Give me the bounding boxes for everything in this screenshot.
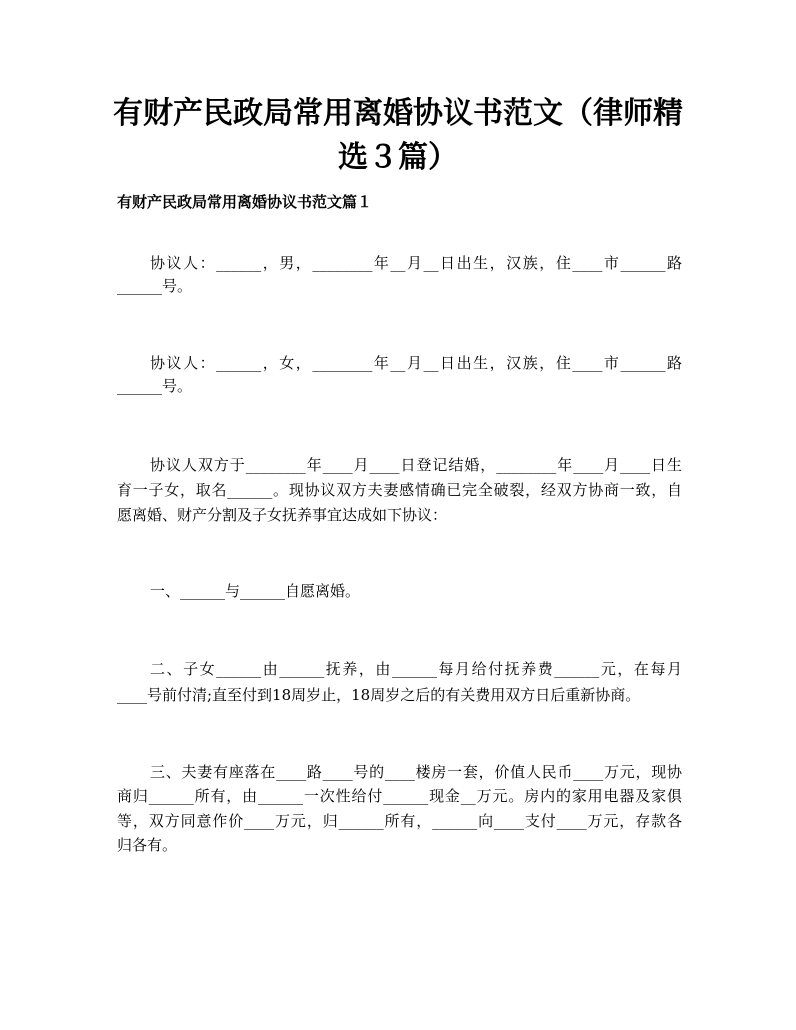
clause-1-line-1: 一、______与______自愿离婚。 — [150, 582, 361, 600]
clause-2-line-1: 二、子女______由______抚养，由______每月给付抚养费______元，在每月 — [150, 660, 682, 678]
clause-2-line-2: ____号前付清;直至付到18周岁止，18周岁之后的有关费用双方日后重新协商。 — [117, 686, 641, 704]
party-2-line-1: 协议人：______，女，________年__月__日出生，汉族，住____市______路 — [150, 354, 682, 372]
clause-3-line-1: 三、夫妻有座落在____路____号的____楼房一套，价值人民币____万元，现协 — [150, 763, 682, 781]
party-2-line-2: ______号。 — [117, 377, 193, 395]
document-title-line-2: 选３篇） — [338, 140, 458, 175]
section-heading: 有财产民政局常用离婚协议书范文篇１ — [117, 193, 373, 211]
clause-3-line-3: 等，双方同意作价____万元，归______所有，______向____支付____万元，存款各 — [117, 812, 682, 830]
clause-3-line-4: 归各有。 — [117, 836, 178, 854]
clause-3-line-2: 商归______所有，由______一次性给付______现金__万元。房内的家用电器及家俱 — [117, 787, 682, 805]
marriage-info-line-3: 愿离婚、财产分割及子女抚养事宜达成如下协议： — [117, 506, 448, 524]
marriage-info-line-2: 育一子女，取名______。现协议双方夫妻感情确已完全破裂，经双方协商一致，自 — [117, 481, 682, 499]
party-1-line-2: ______号。 — [117, 277, 193, 295]
document-title-line-1: 有财产民政局常用离婚协议书范文（律师精 — [113, 96, 683, 131]
marriage-info-line-1: 协议人双方于________年____月____日登记结婚，________年____月____日生 — [150, 456, 682, 474]
party-1-line-1: 协议人：______，男，________年__月__日出生，汉族，住____市______路 — [150, 254, 682, 272]
